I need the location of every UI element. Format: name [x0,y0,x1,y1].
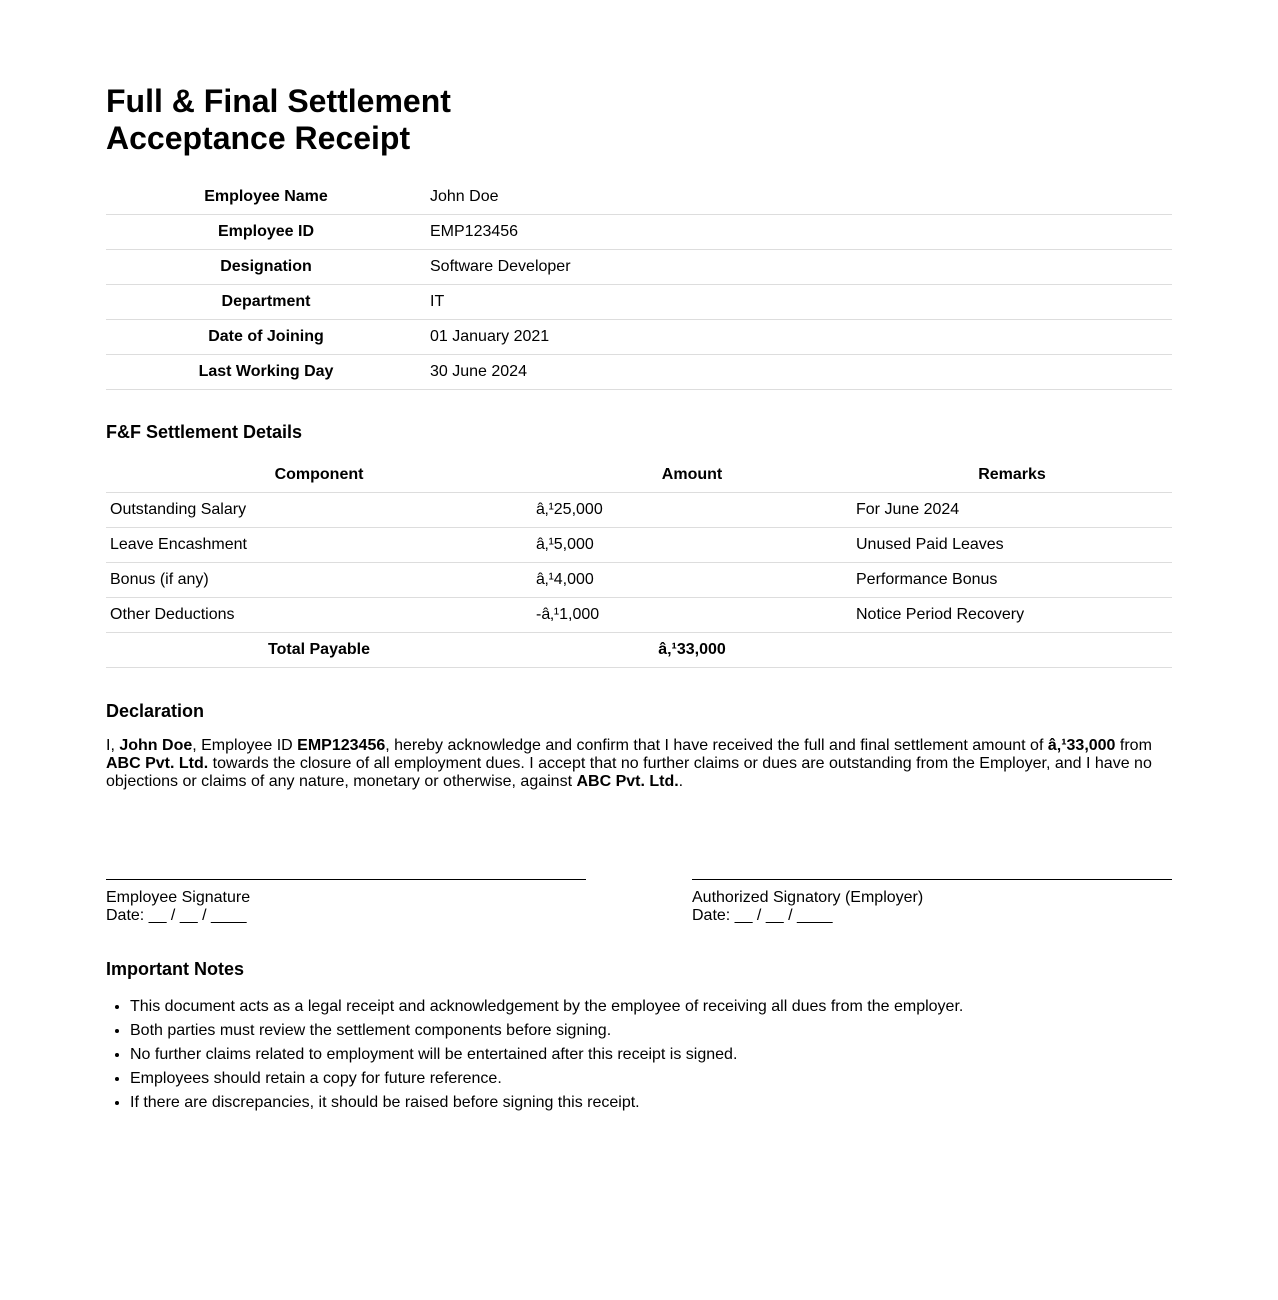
info-row-department [106,285,1172,320]
remarks-cell: Unused Paid Leaves [852,528,1172,563]
signature-line [692,879,1172,880]
list-item: • This document acts as a legal receipt and acknowledgement by the employee of receiving all dues from the employer. [130,995,1172,1019]
info-value: 01 January 2021 [426,320,1172,355]
decl-text-1: I, [106,737,120,754]
employee-info-table [106,180,1172,390]
remarks-cell: Performance Bonus [852,563,1172,598]
decl-company: ABC Pvt. Ltd. [106,755,209,772]
declaration-heading: Declaration [106,701,205,721]
signature-line [106,879,586,880]
remarks-cell: Notice Period Recovery [852,598,1172,633]
list-item: • No further claims related to employment will be entertained after this receipt is signed. [130,1043,1172,1067]
info-value: 30 June 2024 [426,355,1172,390]
signature-date: Date: __ / __ / ____ [692,907,833,924]
page-title [106,0,1172,157]
employer-signature-label: Authorized Signatory (Employer) [692,889,924,906]
info-row-designation [106,250,1172,285]
decl-amount: â‚¹33,000 [1047,737,1116,754]
remarks-cell: For June 2024 [852,493,1172,528]
title-line-2: Acceptance Receipt [106,120,411,156]
amount-cell: -â‚¹1,000 [532,598,852,633]
info-label: Last Working Day [106,355,426,390]
info-value: John Doe [426,180,1172,215]
decl-text-6: . [678,773,684,790]
info-value: EMP123456 [426,215,1172,250]
declaration-text [106,737,1172,791]
signature-section [106,879,1172,925]
title-line-1: Full & Final Settlement [106,83,451,119]
amount-cell: â‚¹25,000 [532,493,852,528]
list-item: • If there are discrepancies, it should be raised before signing this receipt. [130,1091,1172,1115]
component-cell: Other Deductions [106,598,532,633]
total-row [106,633,1172,668]
amount-cell: â‚¹5,000 [532,528,852,563]
column-header-component: Component [106,458,532,493]
info-label: Employee Name [106,180,426,215]
settlement-table [106,458,1172,668]
info-label: Employee ID [106,215,426,250]
decl-text-5: towards the closure of all employment dues. I accept that no further claims or dues are outstanding from the Employer, and I have no objections or claims of any nature, monetary or otherwise, against [106,755,1152,790]
total-amount: â‚¹33,000 [532,633,852,668]
info-row-employee-id [106,215,1172,250]
info-label: Designation [106,250,426,285]
decl-employee-name: John Doe [119,737,193,754]
component-cell: Leave Encashment [106,528,532,563]
component-cell: Outstanding Salary [106,493,532,528]
info-value: Software Developer [426,250,1172,285]
employee-signature-block [106,879,586,925]
table-row [106,598,1172,633]
column-header-amount: Amount [532,458,852,493]
total-remarks-cell [852,633,1172,668]
signature-date: Date: __ / __ / ____ [106,907,247,924]
info-row-last-working-day [106,355,1172,390]
notes-heading: Important Notes [106,959,245,979]
decl-text-3: , hereby acknowledge and confirm that I have received the full and final settlement amount of [385,737,1048,754]
component-cell: Bonus (if any) [106,563,532,598]
info-label: Department [106,285,426,320]
total-label: Total Payable [106,633,532,668]
list-item: • Both parties must review the settlement components before signing. [130,1019,1172,1043]
notes-list [106,995,1172,1115]
employee-signature-label: Employee Signature [106,889,251,906]
decl-text-2: , Employee ID [192,737,298,754]
table-row [106,493,1172,528]
list-item: • Employees should retain a copy for future reference. [130,1067,1172,1091]
decl-text-4: from [1115,737,1152,754]
table-row [106,563,1172,598]
info-row-employee-name [106,180,1172,215]
decl-company: ABC Pvt. Ltd. [576,773,679,790]
settlement-heading: F&F Settlement Details [106,422,303,442]
info-value: IT [426,285,1172,320]
decl-employee-id: EMP123456 [297,737,386,754]
info-row-date-of-joining [106,320,1172,355]
column-header-remarks: Remarks [852,458,1172,493]
settlement-header-row [106,458,1172,493]
amount-cell: â‚¹4,000 [532,563,852,598]
table-row [106,528,1172,563]
employer-signature-block [692,879,1172,925]
info-label: Date of Joining [106,320,426,355]
